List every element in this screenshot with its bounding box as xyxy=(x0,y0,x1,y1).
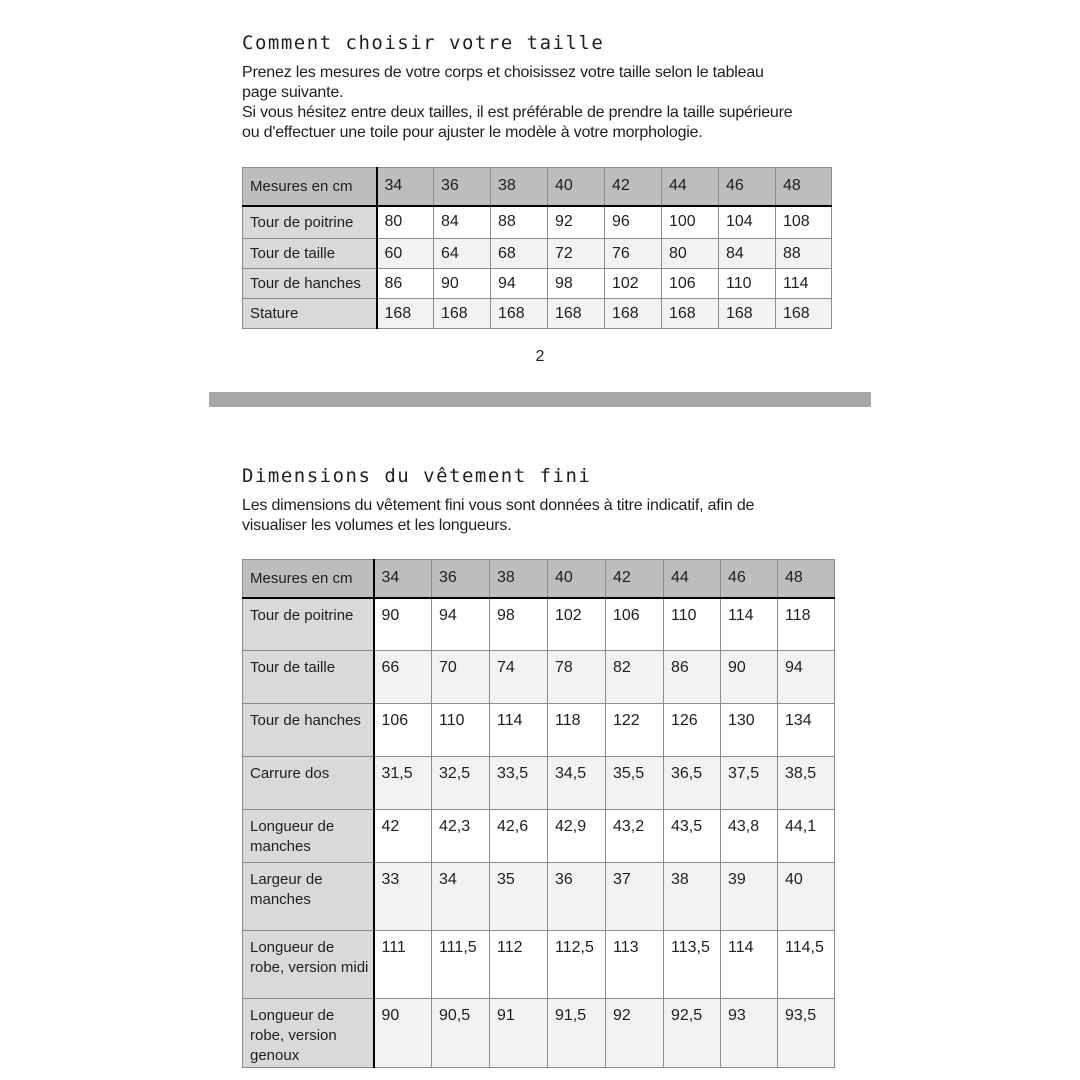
table-cell: 168 xyxy=(491,299,548,329)
table-row xyxy=(243,269,832,299)
table-cell: 94 xyxy=(778,651,835,704)
row-label: Tour de poitrine xyxy=(243,598,374,651)
table-cell: 90 xyxy=(434,269,491,299)
size-header: 48 xyxy=(776,168,832,206)
row-label: Longueur de manches xyxy=(243,810,374,863)
section-title-size-choice: Comment choisir votre taille xyxy=(242,32,605,54)
table-cell: 42,9 xyxy=(548,810,606,863)
table-cell: 86 xyxy=(664,651,721,704)
table-cell: 122 xyxy=(606,704,664,757)
table-cell: 104 xyxy=(719,206,776,239)
size-header: 36 xyxy=(432,560,490,598)
table-cell: 35 xyxy=(490,863,548,931)
size-header: 34 xyxy=(374,560,432,598)
table-cell: 66 xyxy=(374,651,432,704)
table-row xyxy=(243,704,835,757)
intro-paragraph xyxy=(242,496,754,536)
table-row xyxy=(243,299,832,329)
table-row xyxy=(243,598,835,651)
table-cell: 35,5 xyxy=(606,757,664,810)
table-cell: 114 xyxy=(721,931,778,999)
table-cell: 90 xyxy=(374,999,432,1068)
size-header: 44 xyxy=(664,560,721,598)
table-cell: 93 xyxy=(721,999,778,1068)
table-cell: 102 xyxy=(548,598,606,651)
table-cell: 90,5 xyxy=(432,999,490,1068)
table-cell: 110 xyxy=(664,598,721,651)
table-cell: 111 xyxy=(374,931,432,999)
table-cell: 106 xyxy=(606,598,664,651)
table-cell: 31,5 xyxy=(374,757,432,810)
intro-paragraph xyxy=(242,63,792,143)
table-cell: 43,8 xyxy=(721,810,778,863)
table-cell: 84 xyxy=(434,206,491,239)
header-label: Mesures en cm xyxy=(243,168,377,206)
table-cell: 34 xyxy=(432,863,490,931)
page-divider xyxy=(209,392,871,407)
table-cell: 114 xyxy=(490,704,548,757)
table-cell: 98 xyxy=(548,269,605,299)
paragraph-line: page suivante. xyxy=(242,84,344,101)
table-cell: 93,5 xyxy=(778,999,835,1068)
paragraph-line: Prenez les mesures de votre corps et choisissez votre taille selon le tableau xyxy=(242,64,764,81)
table-cell: 130 xyxy=(721,704,778,757)
table-cell: 68 xyxy=(491,239,548,269)
table-cell: 33 xyxy=(374,863,432,931)
table-cell: 36,5 xyxy=(664,757,721,810)
size-header: 38 xyxy=(491,168,548,206)
size-header: 42 xyxy=(606,560,664,598)
table-cell: 84 xyxy=(719,239,776,269)
table-cell: 37 xyxy=(606,863,664,931)
table-cell: 102 xyxy=(605,269,662,299)
table-cell: 92 xyxy=(548,206,605,239)
table-cell: 91 xyxy=(490,999,548,1068)
table-cell: 90 xyxy=(374,598,432,651)
size-header: 44 xyxy=(662,168,719,206)
table-cell: 33,5 xyxy=(490,757,548,810)
table-cell: 92,5 xyxy=(664,999,721,1068)
size-header: 48 xyxy=(778,560,835,598)
table-cell: 168 xyxy=(434,299,491,329)
header-label: Mesures en cm xyxy=(243,560,374,598)
table-cell: 106 xyxy=(662,269,719,299)
table-cell: 80 xyxy=(662,239,719,269)
row-label: Stature xyxy=(243,299,377,329)
table-cell: 88 xyxy=(491,206,548,239)
row-label: Longueur de robe, version midi xyxy=(243,931,374,999)
finished-dimensions-section xyxy=(242,465,754,536)
row-label: Largeur de manches xyxy=(243,863,374,931)
row-label: Tour de poitrine xyxy=(243,206,377,239)
table-cell: 72 xyxy=(548,239,605,269)
table-cell: 114,5 xyxy=(778,931,835,999)
table-cell: 43,5 xyxy=(664,810,721,863)
table-cell: 134 xyxy=(778,704,835,757)
size-header: 40 xyxy=(548,168,605,206)
size-header: 34 xyxy=(377,168,434,206)
table-cell: 91,5 xyxy=(548,999,606,1068)
table-cell: 113,5 xyxy=(664,931,721,999)
table-cell: 44,1 xyxy=(778,810,835,863)
size-header: 46 xyxy=(719,168,776,206)
row-label: Longueur de robe, version genoux xyxy=(243,999,374,1068)
size-guide-section xyxy=(242,32,792,143)
section-title-finished-dimensions: Dimensions du vêtement fini xyxy=(242,465,592,487)
table-cell: 126 xyxy=(664,704,721,757)
table-cell: 96 xyxy=(605,206,662,239)
table-cell: 34,5 xyxy=(548,757,606,810)
table-cell: 106 xyxy=(374,704,432,757)
body-measurements-table xyxy=(242,167,832,329)
row-label: Tour de hanches xyxy=(243,704,374,757)
table-cell: 100 xyxy=(662,206,719,239)
paragraph-line: Les dimensions du vêtement fini vous sont données à titre indicatif, afin de xyxy=(242,497,755,514)
table-cell: 82 xyxy=(606,651,664,704)
table-cell: 92 xyxy=(606,999,664,1068)
table-cell: 94 xyxy=(491,269,548,299)
table-cell: 168 xyxy=(719,299,776,329)
table-cell: 168 xyxy=(377,299,434,329)
table-row xyxy=(243,651,835,704)
table-cell: 42 xyxy=(374,810,432,863)
row-label: Tour de hanches xyxy=(243,269,377,299)
table-row xyxy=(243,757,835,810)
table-cell: 112,5 xyxy=(548,931,606,999)
table-row xyxy=(243,931,835,999)
table-cell: 118 xyxy=(778,598,835,651)
table-cell: 39 xyxy=(721,863,778,931)
table-cell: 43,2 xyxy=(606,810,664,863)
table-cell: 111,5 xyxy=(432,931,490,999)
table-cell: 168 xyxy=(662,299,719,329)
table-cell: 108 xyxy=(776,206,832,239)
table-cell: 118 xyxy=(548,704,606,757)
table-cell: 114 xyxy=(776,269,832,299)
table-cell: 32,5 xyxy=(432,757,490,810)
table-cell: 78 xyxy=(548,651,606,704)
table-cell: 86 xyxy=(377,269,434,299)
table-cell: 94 xyxy=(432,598,490,651)
size-header: 38 xyxy=(490,560,548,598)
table-cell: 110 xyxy=(719,269,776,299)
paragraph-line: ou d'effectuer une toile pour ajuster le modèle à votre morphologie. xyxy=(242,124,703,141)
table-cell: 64 xyxy=(434,239,491,269)
table-cell: 36 xyxy=(548,863,606,931)
table-cell: 70 xyxy=(432,651,490,704)
row-label: Tour de taille xyxy=(243,239,377,269)
table-cell: 37,5 xyxy=(721,757,778,810)
table-cell: 74 xyxy=(490,651,548,704)
table-cell: 60 xyxy=(377,239,434,269)
table-row xyxy=(243,206,832,239)
table-row xyxy=(243,863,835,931)
size-header: 46 xyxy=(721,560,778,598)
table-cell: 90 xyxy=(721,651,778,704)
table-row xyxy=(243,239,832,269)
table-cell: 76 xyxy=(605,239,662,269)
size-header: 40 xyxy=(548,560,606,598)
size-header: 36 xyxy=(434,168,491,206)
paragraph-line: Si vous hésitez entre deux tailles, il est préférable de prendre la taille supérieure xyxy=(242,104,793,121)
row-label: Carrure dos xyxy=(243,757,374,810)
table-row xyxy=(243,999,835,1068)
table-cell: 80 xyxy=(377,206,434,239)
table-cell: 110 xyxy=(432,704,490,757)
table-cell: 88 xyxy=(776,239,832,269)
table-cell: 114 xyxy=(721,598,778,651)
size-header: 42 xyxy=(605,168,662,206)
table-cell: 42,3 xyxy=(432,810,490,863)
row-label: Tour de taille xyxy=(243,651,374,704)
table-row xyxy=(243,810,835,863)
paragraph-line: visualiser les volumes et les longueurs. xyxy=(242,517,512,534)
table-cell: 98 xyxy=(490,598,548,651)
table-cell: 42,6 xyxy=(490,810,548,863)
table-cell: 38 xyxy=(664,863,721,931)
table-cell: 168 xyxy=(605,299,662,329)
table-cell: 40 xyxy=(778,863,835,931)
page-number: 2 xyxy=(535,348,545,365)
table-cell: 168 xyxy=(776,299,832,329)
table-cell: 38,5 xyxy=(778,757,835,810)
table-cell: 113 xyxy=(606,931,664,999)
finished-garment-table xyxy=(242,559,835,1068)
table-cell: 112 xyxy=(490,931,548,999)
table-cell: 168 xyxy=(548,299,605,329)
